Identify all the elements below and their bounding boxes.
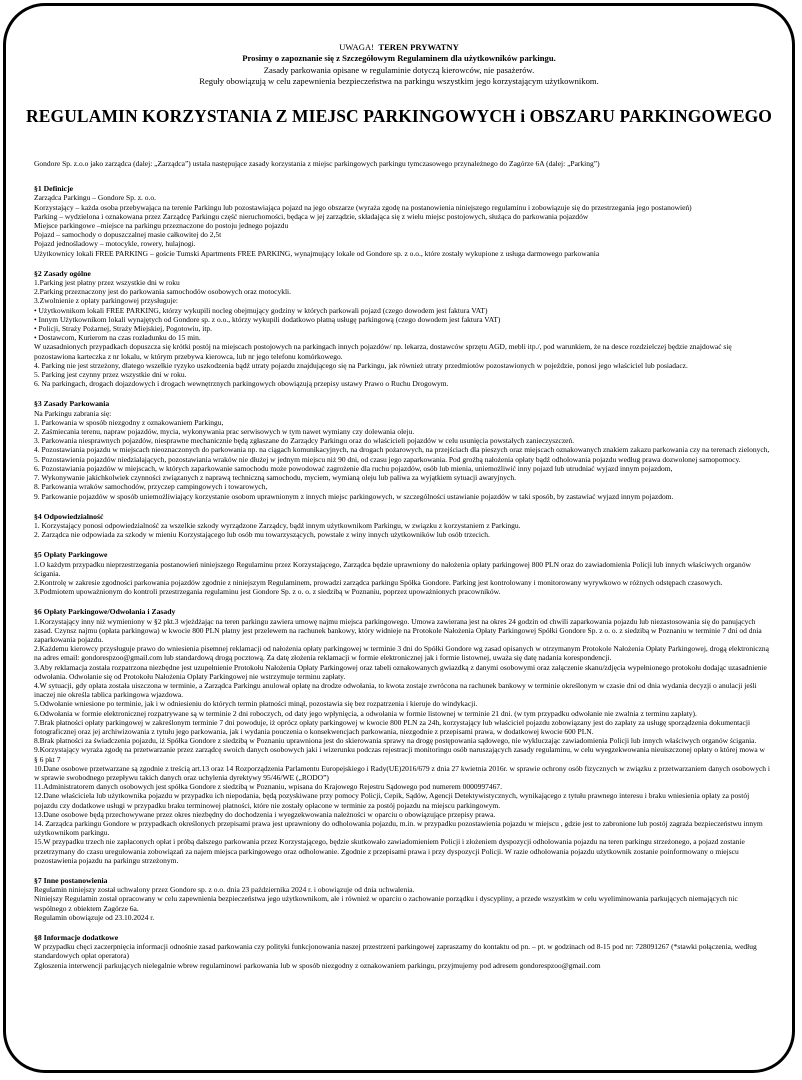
notice-warning: UWAGA! (339, 42, 375, 52)
section-line: 7. Wykonywanie jakichkolwiek czynności związanych z naprawą techniczną samochodu, myciem, wymianą oleju lub paliwa za wyjątkiem sytuacji awaryjnych. (34, 473, 516, 483)
section-3 (34, 399, 770, 500)
section-heading: §1 Definicje (34, 184, 74, 194)
section-line: 1.Korzystający inny niż wymieniony w §2 pkt.3 wjeżdżając na teren parkingu zawiera umowę najmu miejsca parkingowego. Umowa zawierana jest na okres 24 godzin od chwili zaparkowania pojazdu lub niezastosowania się do panujących zasad. Czynsz najmu (opłata parkingowa) w kwocie 800 PLN płatny jest przelewem na rachunek bankowy, który widnieje na Protokole Nałożenia Opłaty Parkingowej Spółki Gondore Sp. z o. o. z siedzibą w Poznaniu w terminie 7 dni od dnia zaparkowania pojazdu. (34, 616, 762, 644)
page-title: REGULAMIN KORZYSTANIA Z MIEJSC PARKINGOWYCH i OBSZARU PARKINGOWEGO (25, 106, 773, 126)
notice-line-1 (6, 42, 792, 53)
section-heading: §3 Zasady Parkowania (34, 399, 110, 409)
notice-line-4: Reguły obowiązują w celu zapewnienia bezpieczeństwa na parkingu wszystkim jego korzystającym użytkownikom. (199, 75, 599, 86)
section-1 (34, 184, 770, 258)
section-line: 1.O każdym przypadku nieprzestrzegania postanowień niniejszego Regulaminu przez Korzystającego, Zarządca będzie uprawniony do nałożenia opłaty parkingowej 800 PLN oraz do zawiadomienia Policji lub innych właściwych organów ścigania. (34, 559, 751, 578)
section-heading: §7 Inne postanowienia (34, 876, 108, 886)
section-line: • Użytkownikom lokali FREE PARKING, którzy wykupili nocleg obejmujący godziny w których parkowali pojazd (czego dowodem jest faktura VAT) (34, 305, 488, 315)
section-line: 12.Dane właściciela lub użytkownika pojazdu w przypadku ich niepodania, będą pozyskiwane przy pomocy Policji, Cepik, Sądów, Agencji Detektywistycznych, wynikającego z tytułu prawnego interesu i braku wniesienia opłaty za postój pojazdu czy dodatkowe usługi w przypadku braku terminowej płatności, które nie zostały opłacone w terminie za postój pojazdu na miejscu parkingowym. (34, 791, 750, 810)
notice-line-3: Zasady parkowania opisane w regulaminie dotyczą kierowców, nie pasażerów. (263, 64, 535, 75)
section-line: Użytkownicy lokali FREE PARKING – goście Tumski Apartments FREE PARKING, wynajmujący lokale od Gondore sp. z o.o., które zostały wykupione z usługa darmowego parkowania (34, 248, 600, 258)
section-line: W przypadku chęci zaczerpnięcia informacji odnośnie zasad parkowania czy polityki funkcjonowania naszej przestrzeni parkingowej zapraszamy do kontaktu od pn. – pt. w godzinach od 8-15 pod nr: 728091267 (*stawki połączenia, według standardowych opłat operatora) (34, 942, 757, 961)
document-frame (3, 3, 795, 1073)
section-line: Na Parkingu zabrania się: (34, 408, 112, 418)
section-8 (34, 933, 770, 970)
section-line: Zarządca Parkingu – Gondore Sp. z. o.o. (34, 193, 157, 203)
section-line: 6.Odwołania w formie elektronicznej rozpatrywane są w terminie 2 dni roboczych, od daty jego wpłynięcia, a odwołania w formie listownej w terminie 21 dni. (w tym przypadku odwołanie nie zwalnia z terminu zapłaty). (34, 708, 697, 718)
section-line: 5. Pozostawienia pojazdów niedziałających, pozostawiania wraków nie dłużej w jednym miejscu niż 90 dni, od czasu jego zaparkowania. Pod groźbą nałożenia opłaty bądź odholowania pojazdu według prawa dozwolonej samopomocy. (34, 454, 741, 464)
section-line: Korzystający – każda osoba przebywająca na terenie Parkingu lub pozostawiająca pojazd na jego obszarze (wyraża zgodę na postanowienia niniejszego regulaminu i zobowiązuje się do przestrzegania jego postanowień) (34, 202, 692, 212)
section-line: Pojazd jednośladowy – motocykle, rowery, hulajnogi. (34, 239, 196, 249)
section-line: 3.Aby reklamacja została rozpatrzona niezbędne jest uzupełnienie Protokołu Nałożenia Opłaty Parkingowej oraz tabeli oznakowanych gwiazdką z danymi osobowymi oraz załączenie skanu/zdjęcia wypełnionego protokołu dodając uzasadnienie odwołania. Odwołanie się od Protokołu Nałożenia Opłaty Parkingowej nie wstrzymuje terminu zapłaty. (34, 662, 767, 681)
section-line: 2. Zaśmiecania terenu, napraw pojazdów, mycia, wykonywania prac serwisowych w tym nawet wymiany czy dolewania oleju. (34, 427, 415, 437)
section-line: 3.Podmiotem upoważnionym do kontroli przestrzegania regulaminu jest Gondore Sp. z o. o. z siedzibą w Poznaniu, poprzez upoważnionych pracowników. (34, 587, 501, 597)
section-line: 6. Na parkingach, drogach dojazdowych i drogach wewnętrznych parkingowych obowiązują przepisy ustawy Prawo o Ruchu Drogowym. (34, 379, 449, 389)
section-line: 15.W przypadku trzech nie zapłaconych opłat i próbą dalszego parkowania przez Korzystającego, będzie skutkowało zawiadomieniem Policji i złożeniem dyspozycji odholowania pojazdu na teren parkingu strzeżonego, a pojazd zostanie przetrzymany do czasu uregulowania zobowiązań za najem miejsca parkingowego oraz odholowanie. Zgodnie z przepisami prawa i przy dyspozycji Policji. W razie odholowania pojazdu użytkownik zostanie poinformowany o miejscu pozostawienia pojazdu na parkingu strzeżonym. (34, 837, 745, 865)
section-line: • Innym Użytkownikom lokali wynajętych od Gondore sp. z o.o., którzy wykupili dodatkowo płatną usługę parkingową (czego dowodem jest faktura VAT) (34, 314, 501, 324)
section-line: 5.Odwołanie wniesione po terminie, jak i w odniesieniu do których termin płatności minął, pozostawia się bez rozpatrzenia i kieruje do windykacji. (34, 699, 478, 709)
section-line: 8.Brak płatności za świadczenia pojazdu, iż Spółka Gondore z siedzibą w Poznaniu uprawniona jest do skierowania sprawy na drogę postępowania sądowego, nie wykluczając zawiadomienia Policji lub innych właściwych organów ścigania. (34, 736, 757, 746)
regulation-body (34, 159, 770, 981)
section-line: 6. Pozostawiania pojazdów w miejscach, w których zaparkowanie samochodu może powodować zagrożenie dla ruchu pojazdów, osób lub mienia, uniemożliwić inny pojazd lub utrudniać wyjazd innym pojazdom, (34, 463, 673, 473)
section-line: 7.Brak płatności opłaty parkingowej w zakreślonym terminie 7 dni powoduje, iż oprócz opłaty parkingowej w kwocie 800 PLN za 24h, korzystający lub właściciel pojazdu zobowiązany jest do zapłaty za usługę sporządzenia dokumentacji fotograficznej oraz jej archiwizowania z tytułu jego parkowania, jak i wydania pouczenia o konsekwencjach parkowania, niezgodnie z przepisami prawa, w dodatkowej kwocie 600 PLN. (34, 717, 751, 736)
section-line: Pojazd – samochody o dopuszczalnej masie całkowitej do 2,5t (34, 230, 222, 240)
section-line: W uzasadnionych przypadkach dopuszcza się krótki postój na miejscach postojowych na parkingach innych pojazdów/ np. lekarza, dostawców sprzętu AGD, mebli itp./, pod warunkiem, że na desce rozdzielczej będzie znajdować się pozostawiona karteczka z nr lokalu, w którym przebywa kierowca, lub nr jego telefonu komórkowego. (34, 342, 732, 361)
section-heading: §6 Opłaty Parkingowe/Odwołania i Zasady (34, 607, 176, 617)
section-line: 13.Dane osobowe będą przechowywane przez okres niezbędny do dochodzenia i wyegzekwowania należności w oparciu o obowiązujące przepisy prawa. (34, 809, 496, 819)
section-line: Parking – wydzielona i oznakowana przez Zarządcę Parkingu część nieruchomości, będąca w jej zarządzie, składająca się z wielu miejsc postojowych, służąca do parkowania pojazdów (34, 211, 589, 221)
section-line: Zgłoszenia interwencji parkujących nielegalnie wbrew regulaminowi parkowania lub w sposób niezgodny z oznakowaniem parkingu, przyjmujemy pod adresem gondorespzoo@gmail.com (34, 960, 601, 970)
section-line: 4.W sytuacji, gdy opłata została uiszczona w terminie, a Zarządca Parkingu anulował opłatę na drodze odwołania, to kwota zostaje zwrócona na rachunek bankowy w terminie określonym w czasie dni od dnia wydania decyzji o anulacji jeśli inaczej nie określa tablica parkingowa wjazdowa. (34, 680, 757, 700)
section-line: Miejsce parkingowe –miejsce na parkingu przeznaczone do postoju jednego pojazdu (34, 221, 289, 231)
section-4 (34, 512, 770, 540)
section-line: 3.Zwolnienie z opłaty parkingowej przysługuje: (34, 296, 178, 306)
section-7 (34, 876, 770, 922)
section-line: 4. Parking nie jest strzeżony, dlatego wszelkie ryzyko uszkodzenia bądź utraty pojazdu znajdującego się na Parkingu, jak również utraty przedmiotów pozostawionych w pojeździe, ponosi jego właściciel lub posiadacz. (34, 360, 688, 370)
section-line: 1. Parkowania w sposób niezgodny z oznakowaniem Parkingu, (34, 417, 224, 427)
section-line: 2.Parking przeznaczony jest do parkowania samochodów osobowych oraz motocykli. (34, 287, 292, 297)
section-line: 1.Parking jest płatny przez wszystkie dni w roku (34, 278, 180, 288)
section-line: 9. Parkowanie pojazdów w sposób uniemożliwiający korzystanie osobom uprawnionym z innych miejsc parkingowych, w szczególności ustawianie pojazdów w taki sposób, by zastawiać wyjazd innym pojazdom. (34, 491, 674, 501)
section-line: 4. Pozostawiania pojazdu w miejscach nieoznaczonych do parkowania np. na ciągach komunikacyjnych, na drogach pożarowych, na przejściach dla pieszych oraz miejscach oznakowanych znakiem zakazu parkowania czy na terenach zielonych, (34, 445, 770, 455)
section-line: 2.Każdemu kierowcy przysługuje prawo do wniesienia pisemnej reklamacji od nałożenia opłaty parkingowej w terminie 3 dni do Spółki Gondore wg zasad opisanych w otrzymanym Protokole Nałożenia Opłaty Parkingowej, drogą elektroniczną na adres email: gondorespzoo@gmail.com lub standardową drogą pocztową. Za datę złożenia reklamacji w formie elektronicznej jak i formie listownej, uważa się datę nadania korespondencji. (34, 644, 769, 663)
section-line: 9.Korzystający wyraża zgodę na przetwarzanie przez zarządcę swoich danych osobowych jaki i wizerunku podczas rejestracji monitoringu osób naruszających zasady regulaminu, w celu wyegzekwowania nieuiszczonej opłaty o której mowa w § 6 pkt 7 (34, 745, 765, 764)
section-line: 1. Korzystający ponosi odpowiedzialność za wszelkie szkody wyrządzone Zarządcy, bądź innym użytkownikom Parkingu, w związku z korzystaniem z Parkingu. (34, 520, 521, 530)
section-5 (34, 550, 770, 596)
section-line: • Policji, Straży Pożarnej, Straży Miejskiej, Pogotowiu, itp. (34, 324, 213, 334)
section-line: 3. Parkowania niesprawnych pojazdów, niesprawne mechanicznie będą zgłaszane do Zarządcy Parkingu oraz do właścicieli pojazdów w celu usunięcia powstałych zanieczyszczeń. (34, 436, 575, 446)
section-line: 8. Parkowania wraków samochodów, przyczep campingowych i towarowych, (34, 482, 268, 492)
section-6 (34, 607, 770, 865)
section-heading: §8 Informacje dodatkowe (34, 933, 119, 943)
intro-paragraph: Gondore Sp. z.o.o jako zarządca (dalej: „Zarządca”) ustala następujące zasady korzystania z miejsc parkingowych parkingu tymczasowego przynależnego do Zagórze 6A (dalej: „Parking”) (34, 159, 600, 168)
regulation-sections (34, 184, 770, 970)
section-2 (34, 269, 770, 389)
section-line: 10.Dane osobowe przetwarzane są zgodnie z treścią art.13 oraz 14 Rozporządzenia Parlamentu Europejskiego i Rady(UE)2016/679 z dnia 27 kwietnia 2016r. w sprawie ochrony osób fizycznych w związku z przetwarzaniem danych osobowych i w sprawie swobodnego przepływu takich danych oraz uchylenia dyrektywy 95/46/WE („RODO”) (34, 763, 770, 782)
section-heading: §2 Zasady ogólne (34, 268, 91, 278)
section-line: 14. Zarządca parkingu Gondore w przypadkach określonych przepisami prawa jest uprawniony do odholowania pojazdu, m.in. w przypadku pozostawienia pojazdu w miejscu , gdzie jest to zabronione lub postój zagraża bezpieczeństwu innym użytkownikom parkingu. (34, 819, 763, 838)
section-line: Regulamin niniejszy został uchwalony przez Gondore sp. z o.o. dnia 23 października 2024 r. i obowiązuje od dnia uchwalenia. (34, 885, 415, 895)
private-area-notice (6, 42, 792, 87)
section-line: 2.Kontrolę w zakresie zgodności parkowania pojazdów zgodnie z niniejszym Regulaminem, prowadzi zarządca parkingu Spółka Gondore. Parking jest kontrolowany i monitorowany wyrywkowo w różnych odstępach czasowych. (34, 577, 723, 587)
notice-private-area: TEREN PRYWATNY (378, 42, 459, 52)
section-line: Niniejszy Regulamin został opracowany w celu zapewnienia bezpieczeństwa jego użytkownikom, ale i również w oparciu o zachowanie porządku i dyscypliny, a przede wszystkim w celu wyeliminowania parkujących niemających nic wspólnego z obiektem Zagórze 6a. (34, 894, 738, 913)
section-heading: §5 Opłaty Parkingowe (34, 550, 108, 560)
section-heading: §4 Odpowiedzialność (34, 511, 104, 521)
section-line: • Dostawcom, Kurierom na czas rozładunku do 15 min. (34, 333, 201, 343)
section-line: 2. Zarządca nie odpowiada za szkody w mieniu Korzystającego lub osób mu towarzyszących, powstałe z winy innych użytkowników lub osób trzecich. (34, 530, 490, 540)
section-line: 11.Administratorem danych osobowych jest spółka Gondore z siedzibą w Poznaniu, wpisana do Krajowego Rejestru Sądowego pod numerem 0000997467. (34, 782, 502, 792)
notice-line-2: Prosimy o zapoznanie się z Szczegółowym Regulaminem dla użytkowników parkingu. (242, 53, 556, 64)
section-line: Regulamin obowiązuje od 23.10.2024 r. (34, 912, 155, 922)
section-line: 5. Parking jest czynny przez wszystkie dni w roku. (34, 370, 187, 380)
